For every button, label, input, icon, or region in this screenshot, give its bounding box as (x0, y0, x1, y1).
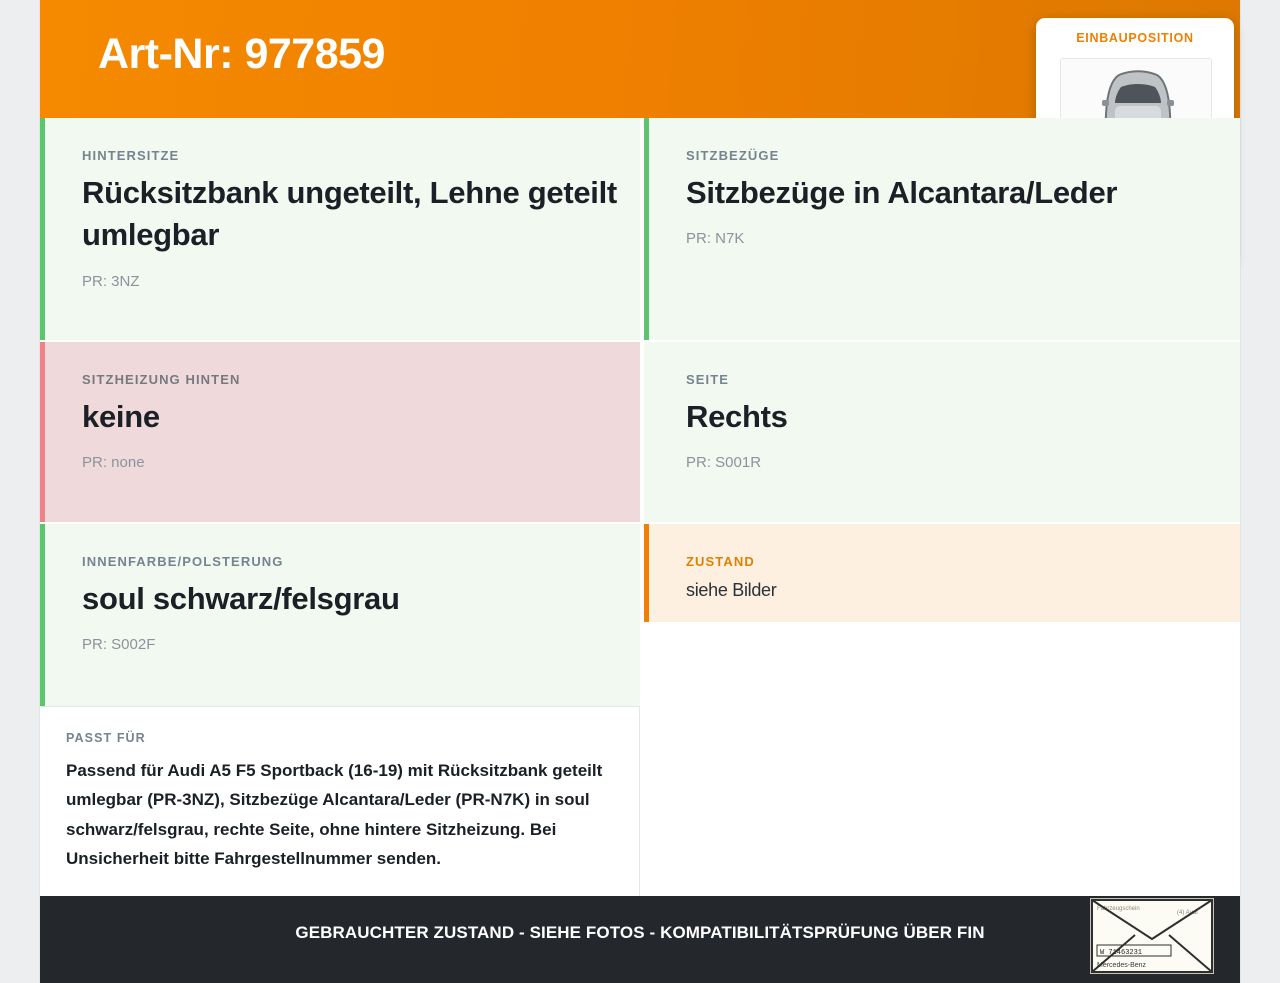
spec-label: SITZBEZÜGE (686, 148, 780, 163)
fits-for-section (40, 706, 640, 896)
spec-value: soul schwarz/felsgrau (82, 581, 400, 616)
spec-label: INNENFARBE/POLSTERUNG (82, 554, 284, 569)
spec-label: ZUSTAND (686, 554, 755, 569)
status-bar-green (40, 524, 45, 706)
spec-pr-code: PR: 3NZ (82, 272, 140, 290)
footer-text: GEBRAUCHTER ZUSTAND - SIEHE FOTOS - KOMPATIBILITÄTSPRÜFUNG ÜBER FIN (295, 923, 985, 942)
page-title: Art-Nr: 977859 (98, 30, 385, 78)
spec-value: Rücksitzbank ungeteilt, Lehne geteilt umlegbar (82, 175, 617, 253)
spec-label: SITZHEIZUNG HINTEN (82, 372, 241, 387)
fits-for-text: Passend für Audi A5 F5 Sportback (16-19) mit Rücksitzbank geteilt umlegbar (PR-3NZ), Sitzbezüge Alcantara/Leder (PR-N7K) in soul schwarz/felsgrau, rechte Seite, ohne hintere Sitzheizung. Bei Unsicherheit bitte Fahrgestellnummer senden. (66, 761, 603, 869)
spec-label: SEITE (686, 372, 730, 387)
svg-text:Fahrzeugschein: Fahrzeugschein (1097, 906, 1140, 912)
spec-value: Sitzbezüge in Alcantara/Leder (686, 175, 1118, 210)
spec-pr-code: PR: S001R (686, 454, 762, 472)
svg-text:(4) Audi: (4) Audi (1177, 910, 1198, 916)
spec-cell-innenfarbe-polsterung (40, 524, 640, 706)
installation-position-title: EINBAUPOSITION (1076, 31, 1194, 45)
status-bar-orange (644, 524, 649, 622)
spec-pr-code: PR: N7K (686, 230, 745, 248)
spec-cell-hintersitze (40, 118, 640, 340)
status-bar-green (644, 118, 649, 340)
spec-cell-sitzbezuege (644, 118, 1240, 340)
sheet (40, 0, 1240, 983)
spec-cell-seite (644, 342, 1240, 522)
svg-text:Mercedes-Benz: Mercedes-Benz (1097, 962, 1147, 969)
vehicle-type-plate-icon (1090, 898, 1214, 974)
status-bar-red (40, 342, 45, 522)
spec-cell-sitzheizung-hinten (40, 342, 640, 522)
spec-pr-code: PR: none (82, 454, 145, 472)
spec-cell-zustand (644, 524, 1240, 622)
spec-pr-code: PR: S002F (82, 636, 156, 654)
footer-bar (40, 896, 1240, 983)
spec-value: siehe Bilder (686, 580, 777, 600)
status-bar-green (40, 118, 45, 340)
spec-label: HINTERSITZE (82, 148, 180, 163)
spec-value: Rechts (686, 399, 788, 434)
fits-for-label: PASST FÜR (66, 731, 146, 745)
svg-text:W 71463231: W 71463231 (1100, 949, 1143, 957)
spec-value: keine (82, 399, 160, 434)
